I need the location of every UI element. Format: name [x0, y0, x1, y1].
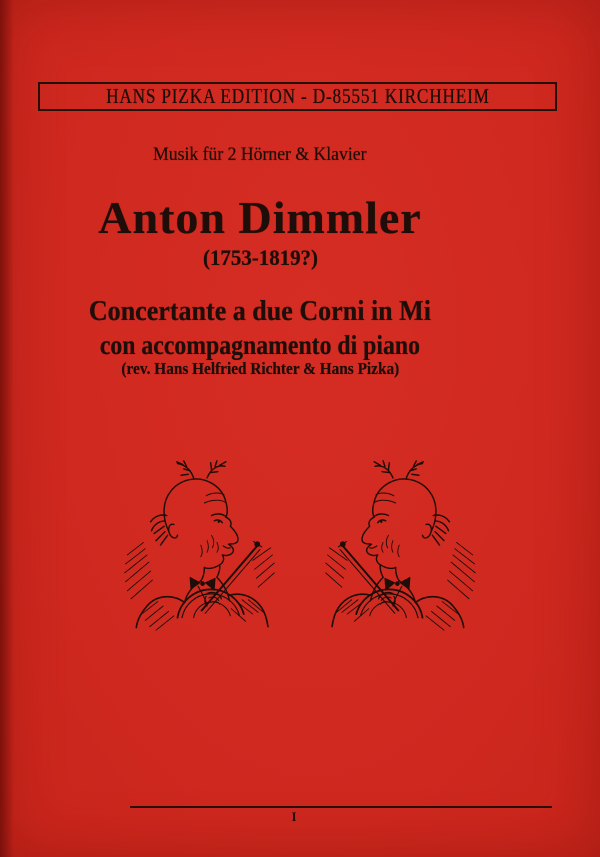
page-number: I	[291, 809, 297, 824]
publisher-banner	[38, 82, 557, 111]
footer-rule	[130, 806, 552, 808]
scan-edge-shadow	[0, 0, 14, 857]
work-subtitle: con accompagnamento di piano	[99, 330, 421, 360]
work-title: Concertante a due Corni in Mi	[88, 296, 432, 327]
series-line: Musik für 2 Hörner & Klavier	[153, 144, 367, 165]
publisher-banner-text: HANS PIZKA EDITION - D-85551 KIRCHHEIM	[105, 84, 490, 108]
hornist-engraving-icon	[116, 460, 282, 632]
revision-credit: (rev. Hans Helfried Richter & Hans Pizka)	[121, 359, 399, 378]
hornist-engraving-mirrored-icon	[318, 460, 484, 632]
composer-name: Anton Dimmler	[98, 192, 422, 243]
composer-dates: (1753-1819?)	[202, 245, 318, 270]
